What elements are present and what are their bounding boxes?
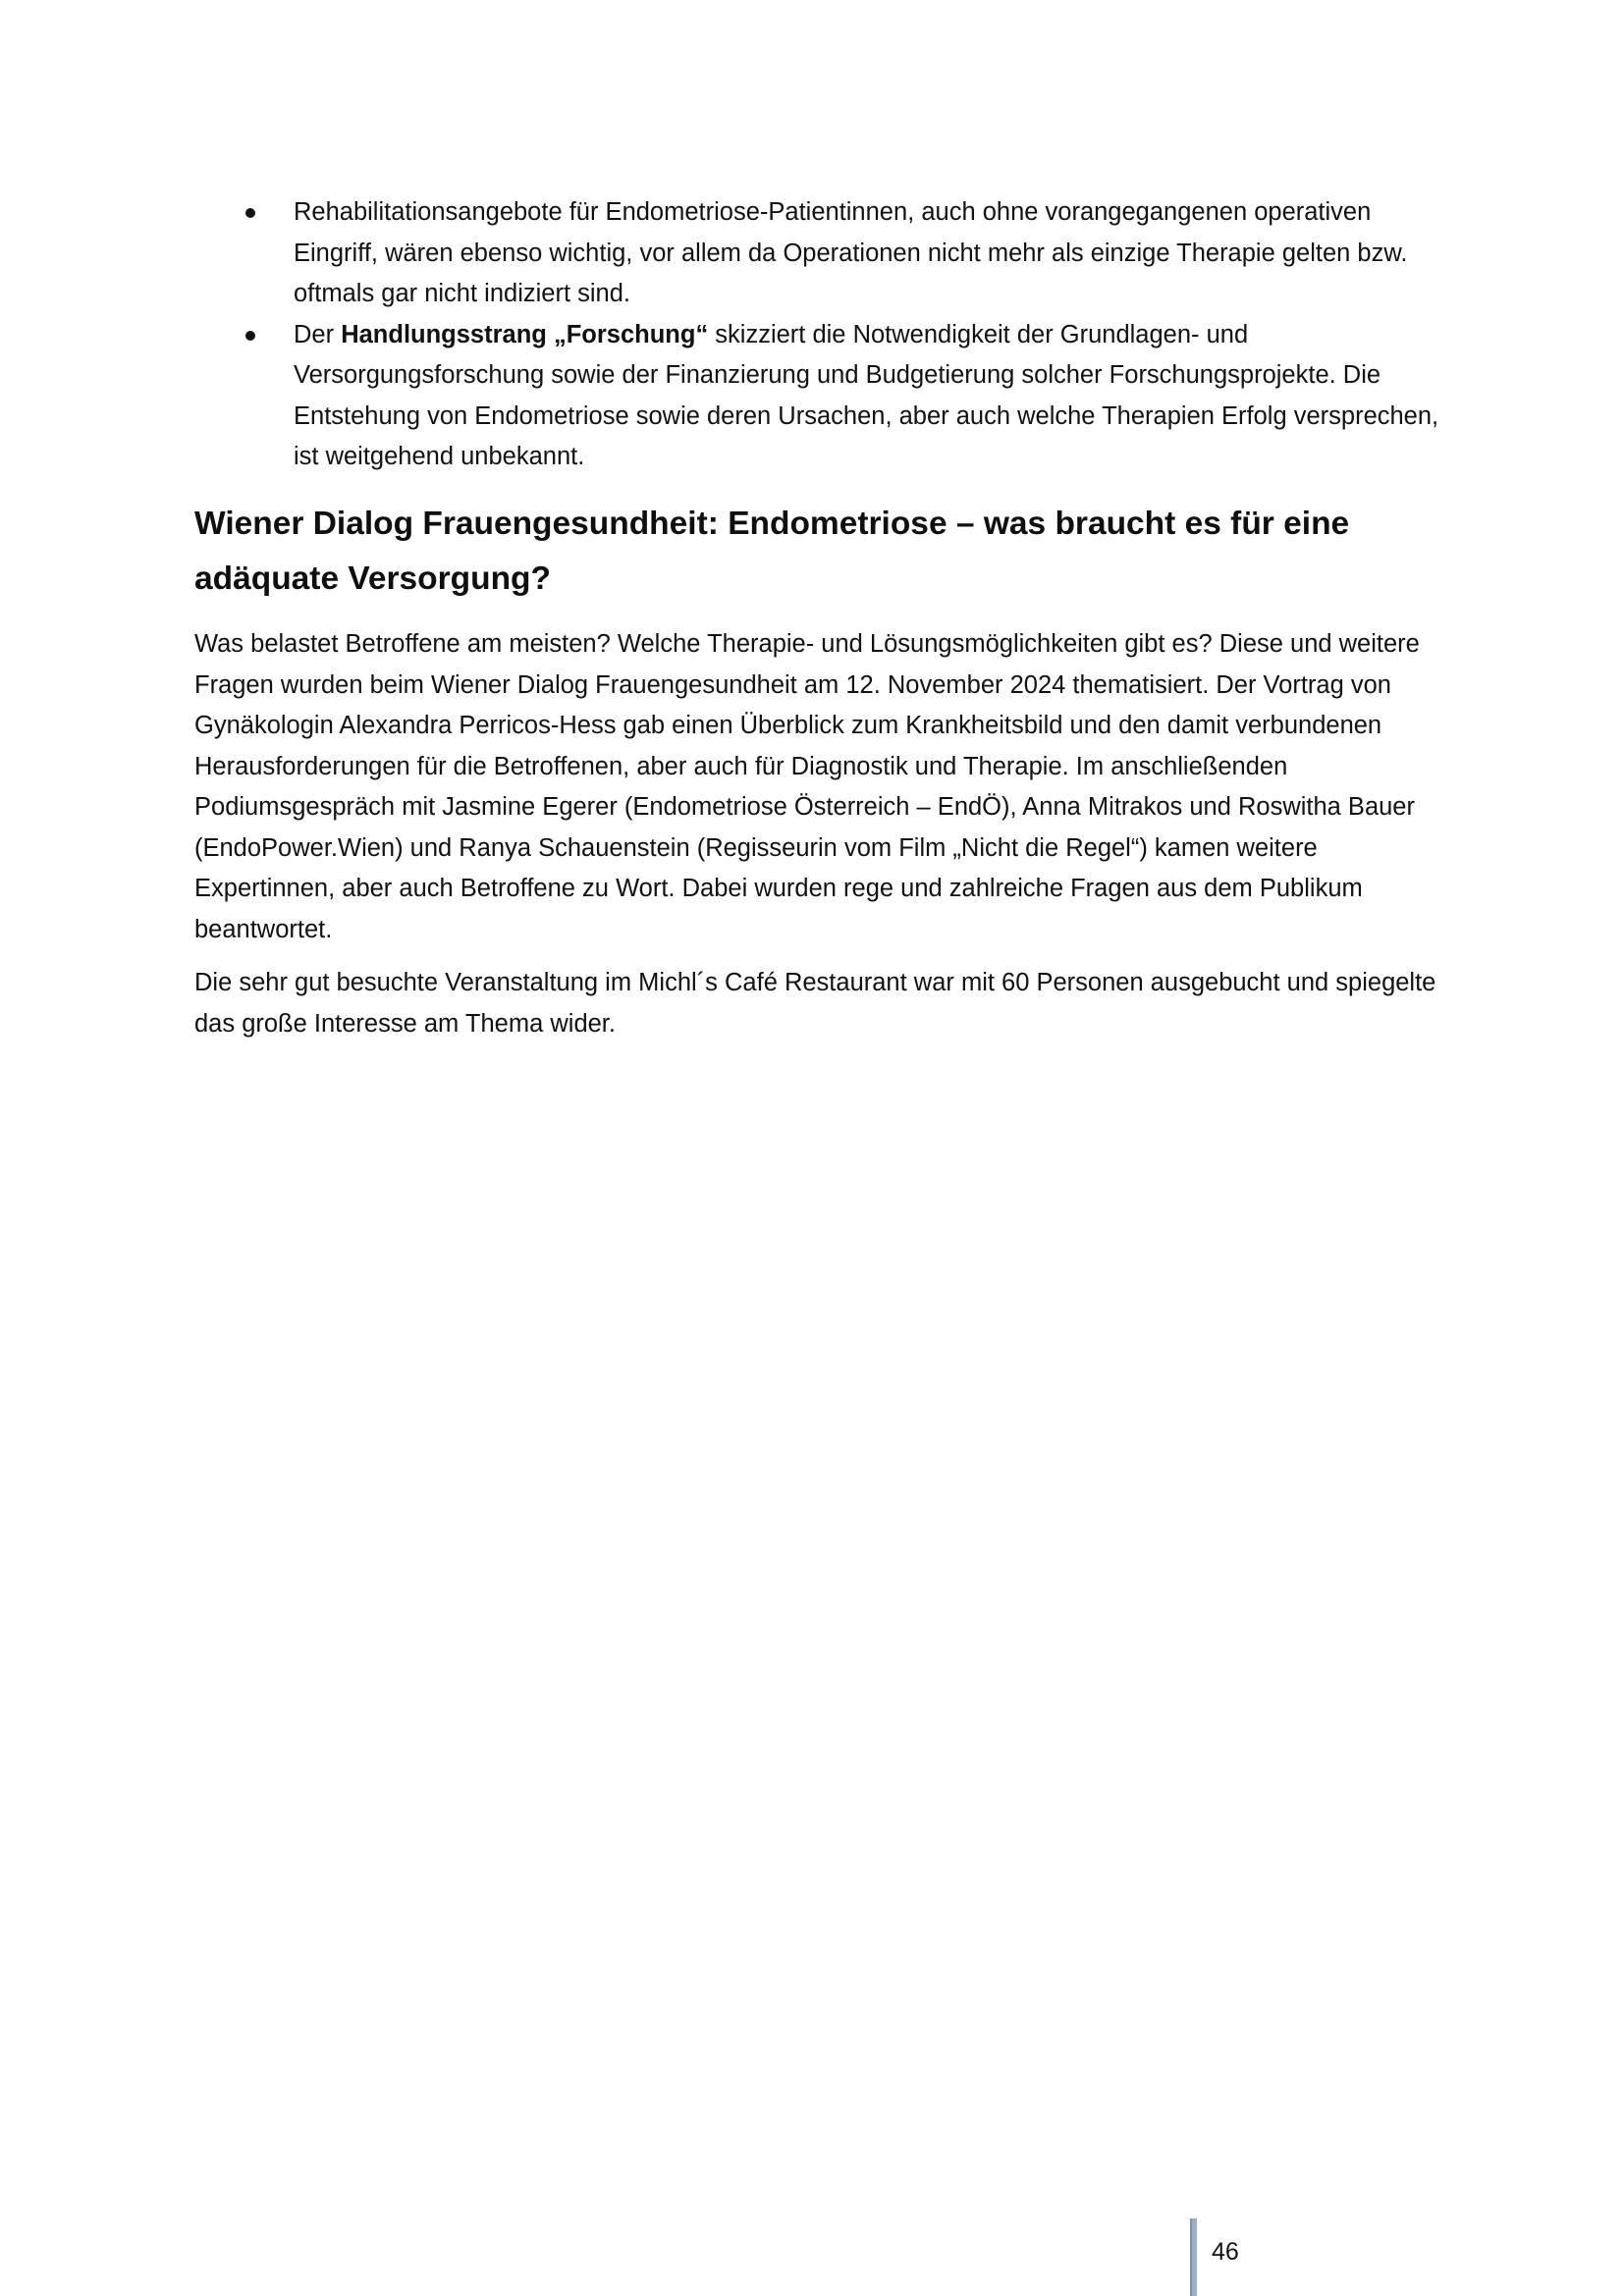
page-number: 46 [1212,2238,1239,2266]
bullet-item-rehabilitation [195,192,1452,315]
bullet-text: Rehabilitationsangebote für Endometriose-Patientinnen, auch ohne vorangegangenen operativen Eingriff, wären ebenso wichtig, vor allem da Operationen nicht mehr als einzige Therapie gelten bzw. oftmals gar nicht indiziert sind. [294,198,1408,307]
paragraph-event-description: Was belastet Betroffene am meisten? Welche Therapie- und Lösungsmöglichkeiten gibt es? Diese und weitere Fragen wurden beim Wiener Dialog Frauengesundheit am 12. November 2024 thematisiert. Der Vortrag von Gynäkologin Alexandra Perricos-Hess gab einen Überblick zum Krankheitsbild und den damit verbundenen Herausforderungen für die Betroffenen, aber auch für Diagnostik und Therapie. Im anschließenden Podiumsgespräch mit Jasmine Egerer (Endometriose Österreich – EndÖ), Anna Mitrakos und Roswitha Bauer (EndoPower.Wien) und Ranya Schauenstein (Regisseurin vom Film „Nicht die Regel“) kamen weitere Expertinnen, aber auch Betroffene zu Wort. Dabei wurden rege und zahlreiche Fragen aus dem Publikum beantwortet. [194,630,1420,943]
bullet-list [195,192,1452,478]
bullet-point-icon [245,331,255,341]
bullet-text [294,315,1452,478]
section-heading: Wiener Dialog Frauengesundheit: Endometriose – was braucht es für eine adäquate Versorgung? [194,506,1350,597]
bullet-item-forschung [195,315,1452,478]
bullet-prefix: Der [294,320,342,348]
bullet-point-icon [245,208,255,218]
bullet-suffix: skizziert die Notwendigkeit der Grundlagen- und Versorgungsforschung sowie der Finanzierung und Budgetierung solcher Forschungsprojekte. Die Entstehung von Endometriose sowie deren Ursachen, aber auch welche Therapien Erfolg versprechen, ist weitgehend unbekannt. [294,320,1439,470]
paragraph-attendance: Die sehr gut besuchte Veranstaltung im Michl´s Café Restaurant war mit 60 Personen ausgebucht und spiegelte das große Interesse am Thema wider. [194,969,1436,1038]
bullet-bold-term: Handlungsstrang „Forschung“ [341,320,709,348]
section-wiener-dialog [194,497,1451,1057]
footer-divider [1190,2218,1197,2296]
